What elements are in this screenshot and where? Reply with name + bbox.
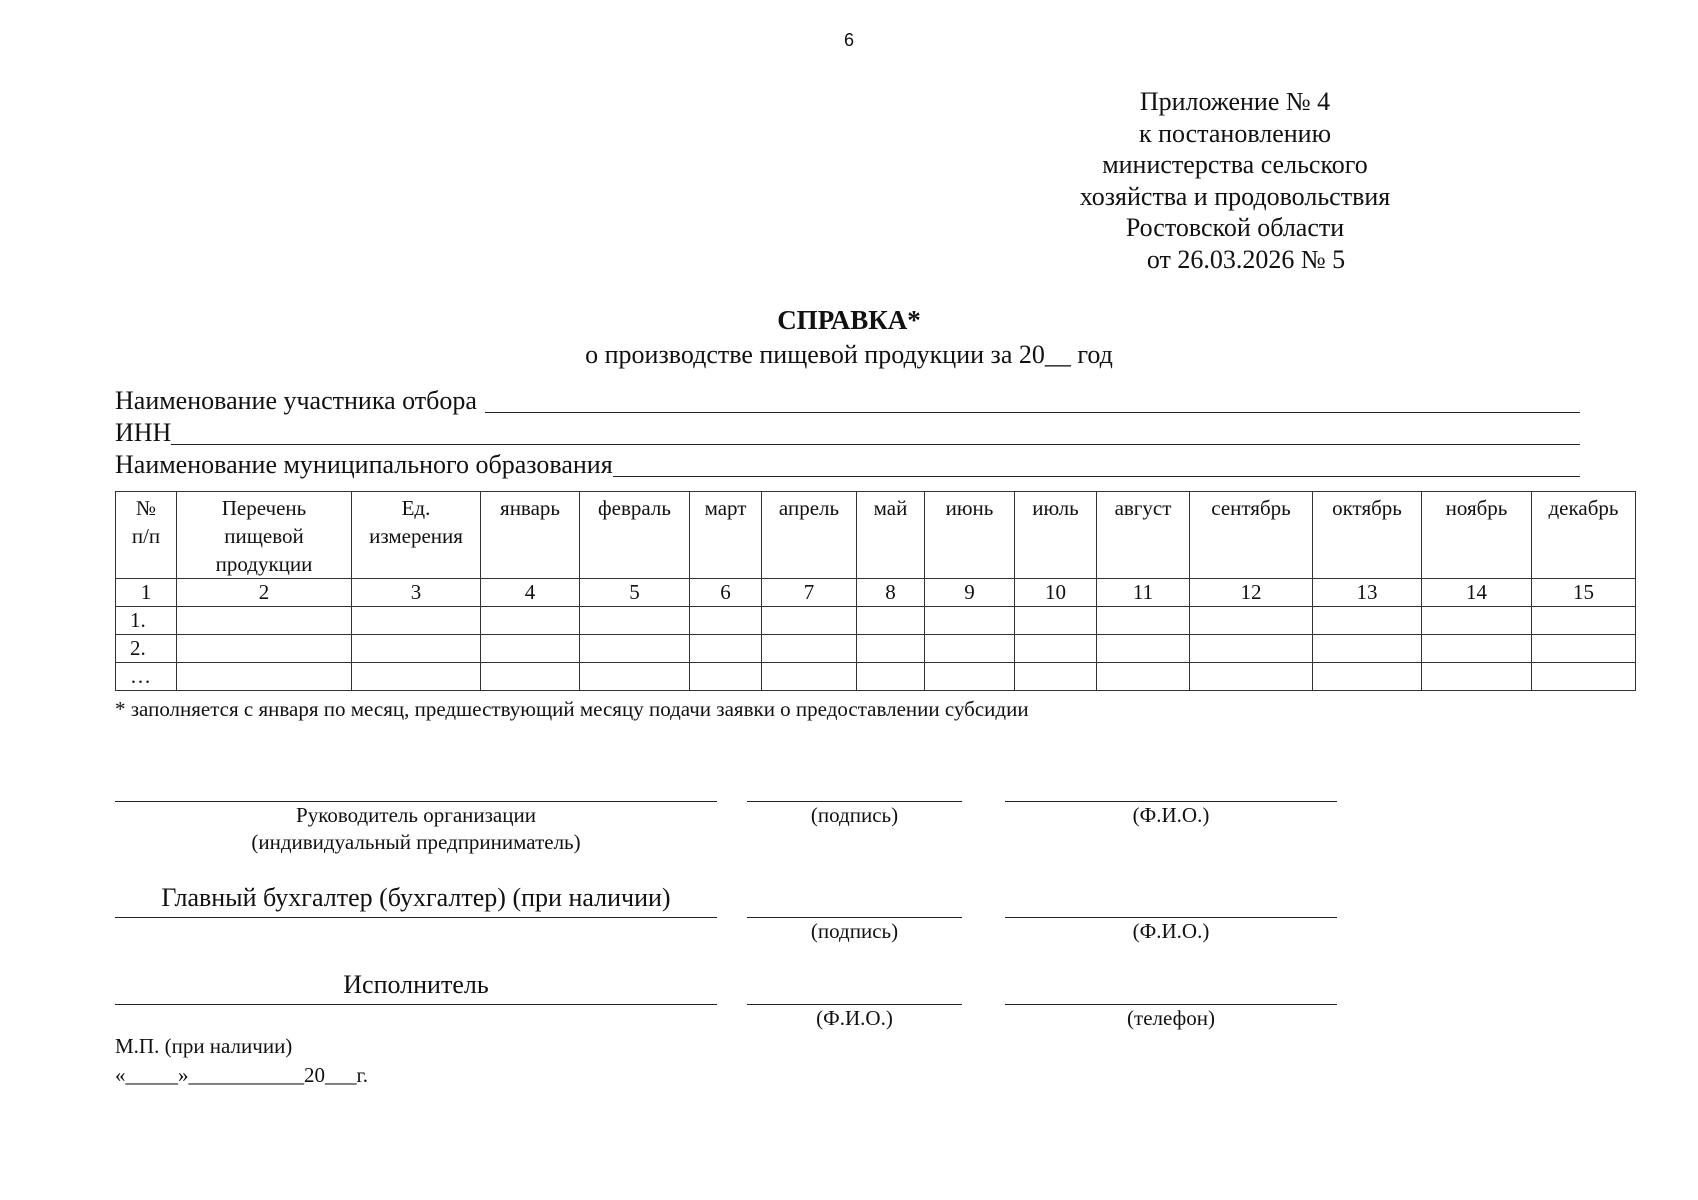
appendix-heading: [1040, 86, 1430, 275]
table-cell[interactable]: [1532, 635, 1636, 663]
column-header: апрель: [762, 492, 857, 579]
column-number: 10: [1015, 579, 1097, 607]
footnote: * заполняется с января по месяц, предшествующий месяцу подачи заявки о предоставлении субсидии: [115, 697, 1029, 721]
table-cell[interactable]: [925, 635, 1015, 663]
participant-name-label: Наименование участника отбора: [115, 386, 477, 415]
table-cell[interactable]: [580, 663, 690, 691]
column-number: 13: [1313, 579, 1422, 607]
participant-name-blank[interactable]: [485, 412, 1580, 413]
table-cell[interactable]: [762, 635, 857, 663]
table-cell[interactable]: [481, 663, 580, 691]
head-label: Руководитель организации: [296, 803, 536, 827]
page-number: 6: [843, 30, 854, 50]
inn-field[interactable]: [115, 418, 1580, 448]
date-line[interactable]: «_____»___________20___г.: [115, 1063, 368, 1087]
table-cell[interactable]: [762, 607, 857, 635]
column-header: Ед. измерения: [352, 492, 481, 579]
table-cell[interactable]: [177, 635, 352, 663]
table-cell[interactable]: [352, 635, 481, 663]
table-cell[interactable]: [1097, 663, 1190, 691]
column-header: февраль: [580, 492, 690, 579]
production-table: [115, 491, 1635, 691]
table-row: [116, 607, 1636, 635]
accountant-signature-caption: (подпись): [810, 919, 899, 943]
table-cell[interactable]: [1313, 663, 1422, 691]
accountant-fio-caption: (Ф.И.О.): [1132, 919, 1210, 943]
table-cell[interactable]: [177, 607, 352, 635]
column-header: ноябрь: [1422, 492, 1532, 579]
table-cell[interactable]: [1097, 635, 1190, 663]
table-cell[interactable]: [690, 663, 762, 691]
table-body: [116, 579, 1636, 691]
row-number: 1.: [116, 607, 177, 635]
table-cell[interactable]: [1532, 663, 1636, 691]
stamp-label: М.П. (при наличии): [115, 1034, 293, 1058]
table-cell[interactable]: [857, 635, 925, 663]
row-number: …: [116, 663, 177, 691]
table-row: [116, 663, 1636, 691]
appendix-line: Ростовской области: [1125, 213, 1345, 242]
table-cell[interactable]: [1190, 607, 1313, 635]
table-cell[interactable]: [1015, 663, 1097, 691]
table-cell[interactable]: [1015, 635, 1097, 663]
inn-label: ИНН: [115, 418, 172, 447]
appendix-line: хозяйства и продовольствия: [1079, 181, 1391, 211]
column-header: июнь: [925, 492, 1015, 579]
column-number: 9: [925, 579, 1015, 607]
table-cell[interactable]: [481, 635, 580, 663]
column-number: 12: [1190, 579, 1313, 607]
appendix-line: к постановлению: [1138, 118, 1332, 148]
municipality-blank[interactable]: [613, 476, 1580, 477]
head-label-sub: (индивидуальный предприниматель): [251, 830, 581, 854]
appendix-line: от 26.03.2026 № 5: [1146, 244, 1346, 274]
table-cell[interactable]: [352, 663, 481, 691]
column-number: 7: [762, 579, 857, 607]
row-number: 2.: [116, 635, 177, 663]
head-signature-caption: (подпись): [810, 803, 899, 827]
table-cell[interactable]: [1422, 635, 1532, 663]
participant-name-field[interactable]: [115, 386, 1580, 416]
table-cell[interactable]: [1422, 607, 1532, 635]
column-number: 5: [580, 579, 690, 607]
column-header: сентябрь: [1190, 492, 1313, 579]
column-number: 4: [481, 579, 580, 607]
column-number: 2: [177, 579, 352, 607]
column-header: май: [857, 492, 925, 579]
column-header: август: [1097, 492, 1190, 579]
column-header: март: [690, 492, 762, 579]
table-cell[interactable]: [1097, 607, 1190, 635]
document-title: СПРАВКА*: [777, 305, 921, 335]
executor-label: Исполнитель: [343, 970, 489, 999]
table-cell[interactable]: [580, 607, 690, 635]
appendix-line: министерства сельского: [1102, 150, 1368, 179]
table-cell[interactable]: [352, 607, 481, 635]
table-cell[interactable]: [1313, 607, 1422, 635]
document-subtitle: о производстве пищевой продукции за 20__ год: [585, 340, 1113, 369]
table-cell[interactable]: [1015, 607, 1097, 635]
table-cell[interactable]: [925, 663, 1015, 691]
inn-blank[interactable]: [171, 444, 1580, 445]
column-number: 8: [857, 579, 925, 607]
table-cell[interactable]: [1313, 635, 1422, 663]
column-header: № п/п: [116, 492, 177, 579]
column-header: январь: [481, 492, 580, 579]
column-number-row: [116, 579, 1636, 607]
column-number: 6: [690, 579, 762, 607]
municipality-label: Наименование муниципального образования: [115, 450, 613, 479]
accountant-line: [115, 917, 717, 918]
table-cell[interactable]: [857, 607, 925, 635]
table-cell[interactable]: [177, 663, 352, 691]
table-cell[interactable]: [1190, 663, 1313, 691]
table-cell[interactable]: [690, 607, 762, 635]
municipality-field[interactable]: [115, 450, 1580, 480]
table-cell[interactable]: [690, 635, 762, 663]
executor-fio-caption: (Ф.И.О.): [816, 1006, 893, 1030]
column-number: 1: [116, 579, 177, 607]
table-cell[interactable]: [1422, 663, 1532, 691]
column-number: 15: [1532, 579, 1636, 607]
table-row: [116, 635, 1636, 663]
table-cell[interactable]: [580, 635, 690, 663]
table-cell[interactable]: [925, 607, 1015, 635]
head-fio-caption: (Ф.И.О.): [1132, 803, 1210, 827]
table-cell[interactable]: [1532, 607, 1636, 635]
accountant-label: Главный бухгалтер (бухгалтер) (при наличии): [161, 883, 671, 912]
column-header: декабрь: [1532, 492, 1636, 579]
table-header: [116, 492, 1636, 579]
table-cell[interactable]: [762, 663, 857, 691]
column-number: 11: [1097, 579, 1190, 607]
table-cell[interactable]: [1190, 635, 1313, 663]
executor-line: [115, 1004, 717, 1005]
table-cell[interactable]: [481, 607, 580, 635]
column-header: Перечень пищевой продукции: [177, 492, 352, 579]
column-number: 14: [1422, 579, 1532, 607]
column-number: 3: [352, 579, 481, 607]
table-cell[interactable]: [857, 663, 925, 691]
executor-phone-caption: (телефон): [1127, 1006, 1215, 1030]
appendix-line: Приложение № 4: [1139, 87, 1331, 116]
column-header: июль: [1015, 492, 1097, 579]
column-header: октябрь: [1313, 492, 1422, 579]
